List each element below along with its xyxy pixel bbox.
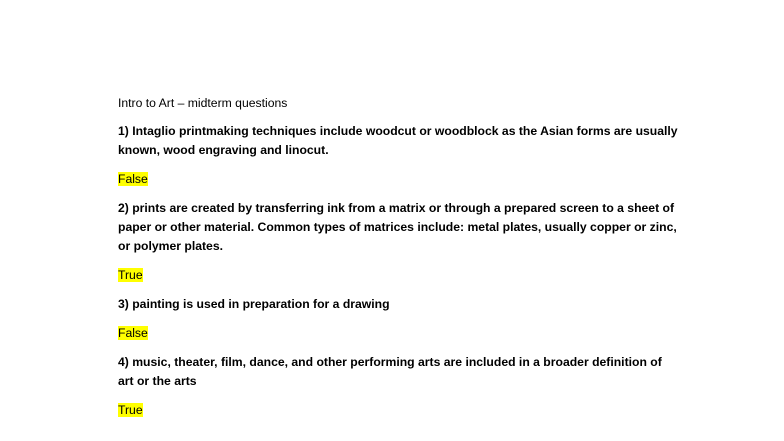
question-2: 2) prints are created by transferring ink from a matrix or through a prepared screen to a sheet of paper or other material. Common types of matrices include: metal plates, usually copper or zinc, or polymer plates. xyxy=(118,201,677,253)
answer-4-highlight: True xyxy=(118,403,143,417)
document-title: Intro to Art – midterm questions xyxy=(118,96,288,110)
answer-2-highlight: True xyxy=(118,268,143,282)
document-body xyxy=(118,94,678,430)
question-3: 3) painting is used in preparation for a drawing xyxy=(118,297,390,311)
answer-2 xyxy=(118,267,678,284)
answer-3 xyxy=(118,325,678,342)
answer-1 xyxy=(118,171,678,188)
answer-1-highlight: False xyxy=(118,172,148,186)
answer-4 xyxy=(118,402,678,419)
question-1: 1) Intaglio printmaking techniques include woodcut or woodblock as the Asian forms are usually known, wood engraving and linocut. xyxy=(118,124,678,157)
question-4: 4) music, theater, film, dance, and other performing arts are included in a broader definition of art or the arts xyxy=(118,355,662,388)
answer-3-highlight: False xyxy=(118,326,148,340)
